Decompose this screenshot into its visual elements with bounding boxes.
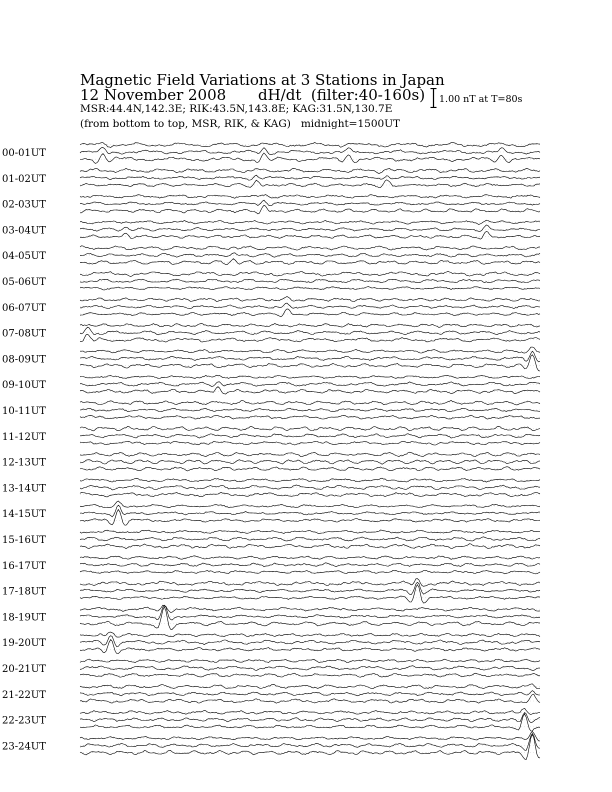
trace-line-KAG xyxy=(80,708,540,714)
trace-line-RIK xyxy=(80,691,540,696)
date-label: 12 November 2008 xyxy=(80,86,227,104)
trace-line-MSR xyxy=(80,441,540,445)
row-label: 15-16UT xyxy=(2,535,46,546)
trace-line-KAG xyxy=(80,168,540,173)
trace-line-MSR xyxy=(80,355,540,371)
order-note: (from bottom to top, MSR, RIK, & KAG) xyxy=(80,118,291,130)
row-label: 18-19UT xyxy=(2,612,46,624)
trace-line-RIK xyxy=(80,148,540,155)
trace-line-KAG xyxy=(80,195,540,199)
row-label: 22-23UT xyxy=(2,715,46,727)
trace-line-MSR xyxy=(80,259,540,265)
trace-line-KAG xyxy=(80,347,540,353)
trace-line-RIK xyxy=(80,327,540,335)
trace-line-MSR xyxy=(80,153,540,163)
row-label: 23-24UT xyxy=(2,741,46,753)
station-coordinates: MSR:44.4N,142.3E; RIK:43.5N,143.8E; KAG:31.5N,130.7E xyxy=(80,103,393,115)
scale-label: 1.00 nT at T=80s xyxy=(439,94,523,105)
trace-line-MSR xyxy=(80,510,540,526)
trace-line-KAG xyxy=(80,297,540,302)
row-label: 04-05UT xyxy=(2,251,46,263)
row-label: 10-11UT xyxy=(2,406,46,417)
row-label: 00-01UT xyxy=(2,148,46,159)
trace-line-KAG xyxy=(80,324,540,328)
row-label: 16-17UT xyxy=(2,560,46,572)
trace-line-KAG xyxy=(80,732,540,742)
trace-line-KAG xyxy=(80,579,540,587)
trace-line-RIK xyxy=(80,505,540,517)
row-label: 01-02UT xyxy=(2,173,46,185)
trace-line-KAG xyxy=(80,605,540,612)
trace-line-RIK xyxy=(80,303,540,309)
row-label: 13-14UT xyxy=(2,483,46,495)
trace-line-MSR xyxy=(80,640,540,654)
quantity-label: dH/dt xyxy=(258,86,302,104)
row-label: 09-10UT xyxy=(2,380,46,392)
trace-line-RIK xyxy=(80,563,540,567)
trace-line-RIK xyxy=(80,382,540,387)
chart-title: Magnetic Field Variations at 3 Stations in Japan xyxy=(80,71,445,89)
trace-line-KAG xyxy=(80,632,540,637)
row-label: 08-09UT xyxy=(2,354,46,366)
row-label: 07-08UT xyxy=(2,328,46,340)
row-label: 21-22UT xyxy=(2,689,46,701)
trace-line-MSR xyxy=(80,232,540,240)
trace-line-RIK xyxy=(80,200,540,206)
filter-label: (filter:40-160s) xyxy=(310,86,426,104)
trace-line-MSR xyxy=(80,205,540,214)
trace-line-MSR xyxy=(80,334,540,342)
row-label: 11-12UT xyxy=(2,431,46,443)
trace-line-RIK xyxy=(80,636,540,647)
trace-line-MSR xyxy=(80,180,540,188)
trace-line-MSR xyxy=(80,585,540,603)
trace-line-MSR xyxy=(80,309,540,317)
row-label: 05-06UT xyxy=(2,277,46,288)
trace-line-RIK xyxy=(80,351,540,362)
trace-line-MSR xyxy=(80,387,540,394)
trace-line-RIK xyxy=(80,582,540,594)
row-label: 12-13UT xyxy=(2,457,46,469)
trace-line-KAG xyxy=(80,684,540,689)
row-label: 17-18UT xyxy=(2,586,46,598)
row-label: 14-15UT xyxy=(2,509,46,521)
row-label: 19-20UT xyxy=(2,638,46,650)
row-label: 02-03UT xyxy=(2,199,46,211)
trace-line-KAG xyxy=(80,426,540,430)
trace-line-RIK xyxy=(80,225,540,231)
trace-line-MSR xyxy=(80,714,540,731)
row-label: 20-21UT xyxy=(2,664,46,675)
trace-line-KAG xyxy=(80,501,540,508)
trace-line-RIK xyxy=(80,460,540,465)
row-label: 03-04UT xyxy=(2,225,46,237)
midnight-note: midnight=1500UT xyxy=(300,118,401,130)
trace-line-RIK xyxy=(80,733,540,750)
row-label: 06-07UT xyxy=(2,302,46,314)
